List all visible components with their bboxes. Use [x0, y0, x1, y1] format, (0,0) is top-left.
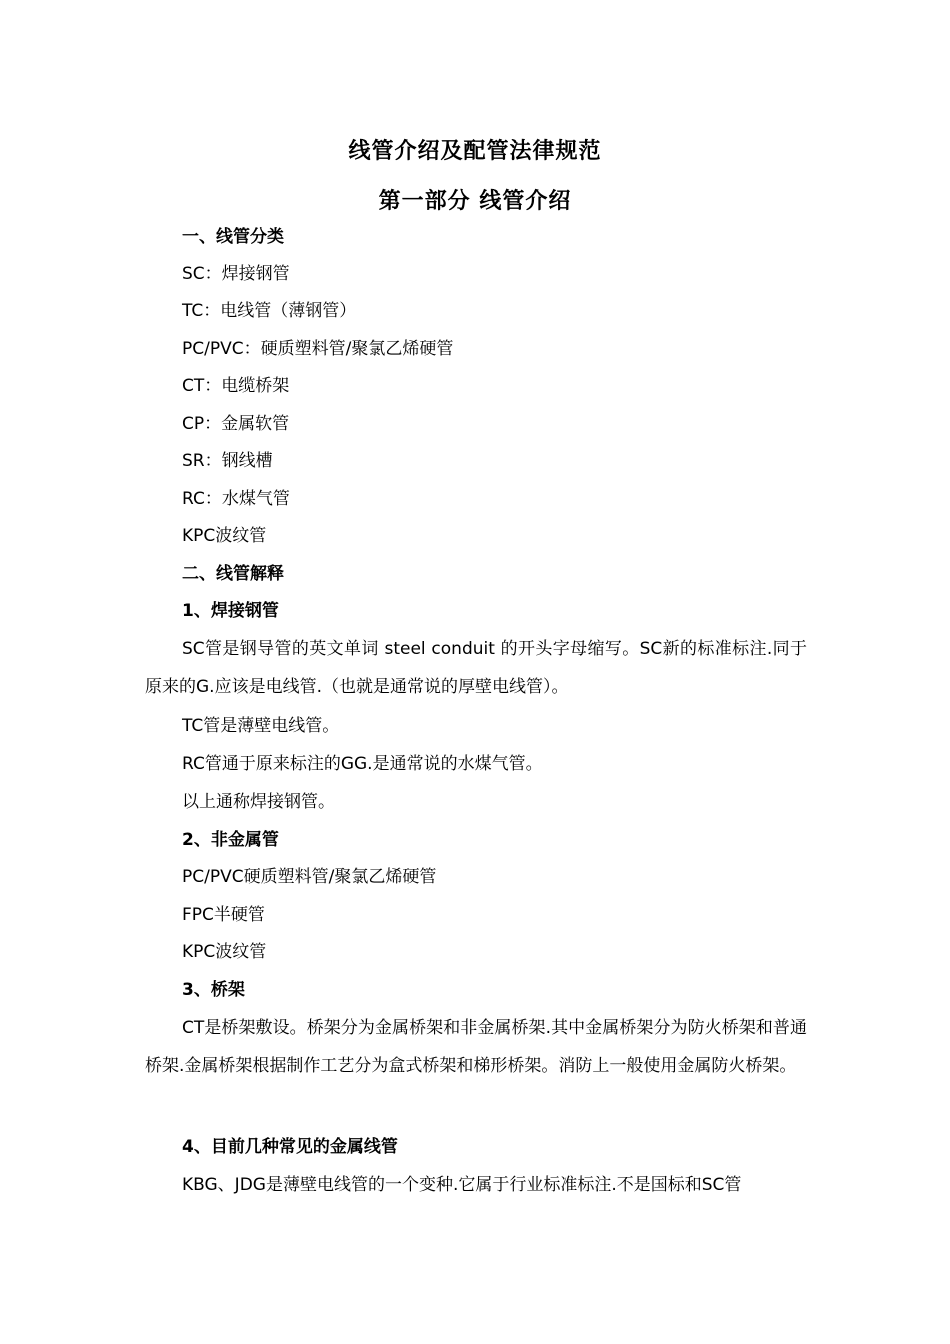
sub3-paragraph: CT是桥架敷设。桥架分为金属桥架和非金属桥架.其中金属桥架分为防火桥架和普通桥架.金属桥架根据制作工艺分为盒式桥架和梯形桥架。消防上一般使用金属防火桥架。 — [145, 1018, 807, 1076]
list-item: CP：金属软管 — [182, 414, 290, 434]
list-item: TC：电线管（薄钢管） — [182, 301, 357, 321]
section2-heading: 二、线管解释 — [182, 564, 284, 584]
list-item: RC：水煤气管 — [182, 489, 290, 509]
list-item: CT：电缆桥架 — [182, 376, 290, 396]
sub1-heading: 1、焊接钢管 — [182, 601, 279, 621]
section1-heading: 一、线管分类 — [182, 227, 284, 247]
list-item: SR：钢线槽 — [182, 451, 273, 471]
sub4-heading: 4、目前几种常见的金属线管 — [182, 1137, 398, 1157]
list-item: PC/PVC：硬质塑料管/聚氯乙烯硬管 — [182, 339, 454, 359]
sub1-line: TC管是薄壁电线管。 — [182, 716, 340, 736]
sub1-line: 以上通称焊接钢管。 — [182, 792, 335, 812]
list-item: SC：焊接钢管 — [182, 264, 290, 284]
sub2-line: FPC半硬管 — [182, 905, 265, 925]
sub3-heading: 3、桥架 — [182, 980, 245, 1000]
sub2-heading: 2、非金属管 — [182, 830, 279, 850]
sub1-paragraph: SC管是钢导管的英文单词 steel conduit 的开头字母缩写。SC新的标准标注.同于原来的G.应该是电线管.（也就是通常说的厚壁电线管）。 — [145, 639, 807, 697]
list-item: KPC波纹管 — [182, 526, 267, 546]
sub4-paragraph: KBG、JDG是薄壁电线管的一个变种.它属于行业标准标注.不是国标和SC管 — [182, 1175, 742, 1195]
sub2-line: PC/PVC硬质塑料管/聚氯乙烯硬管 — [182, 867, 437, 887]
document-title: 线管介绍及配管法律规范 — [348, 138, 602, 164]
sub1-line: RC管通于原来标注的GG.是通常说的水煤气管。 — [182, 754, 543, 774]
part-title: 第一部分 线管介绍 — [378, 188, 572, 214]
sub2-line: KPC波纹管 — [182, 942, 267, 962]
